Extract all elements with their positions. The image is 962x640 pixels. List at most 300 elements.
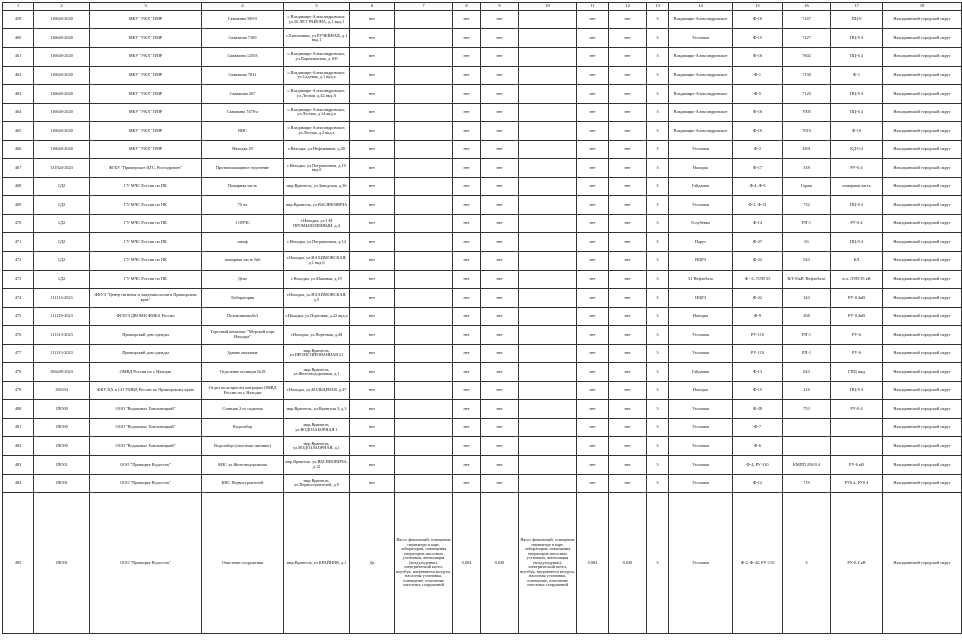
table-cell: нет (350, 418, 395, 437)
table-cell: 116640-2020 (34, 66, 90, 85)
table-cell: нет (577, 363, 609, 382)
table-cell: нет (577, 418, 609, 437)
table-cell (395, 233, 453, 252)
table-cell: 1ПО01 (34, 474, 90, 493)
table-cell (519, 474, 577, 493)
table-cell: Угольная (669, 455, 733, 474)
table-cell: нет (609, 307, 647, 326)
table-cell: нет (453, 103, 481, 122)
table-cell: 473 (3, 270, 34, 289)
table-cell: 111313-2023 (34, 344, 90, 363)
table-cell: г.Находка, ул.НАХИМОВСКАЯ, д.1 вкд.6 (284, 251, 350, 270)
table-cell: Ф-2, Ф-42, РУ-110 (733, 493, 783, 634)
table-cell (519, 270, 577, 289)
table-cell: нет (453, 47, 481, 66)
column-header: 13 (647, 3, 669, 11)
table-cell: 116640-2020 (34, 122, 90, 141)
table-cell: пожарная часть (831, 177, 883, 196)
table-cell: 1ПО00 (34, 418, 90, 437)
table-cell (395, 400, 453, 419)
table-cell: нет (481, 233, 519, 252)
table-cell: 3 (647, 493, 669, 634)
table-cell: РУ-0.4 кВ (831, 493, 883, 634)
table-cell: 7247 (783, 10, 831, 29)
table-cell: Насос фекальный, освещение периметра и карт, лаборатория, помещения операторов насосных установок, вентиляция (воздуходувки), электрический котел, ноутбук, нагреватели воздуха, насосная установка, освещение, отопление очистных сооружений (395, 493, 453, 634)
table-cell: нет (350, 177, 395, 196)
table-cell: 1Д2 (34, 233, 90, 252)
table-row (3, 29, 962, 48)
table-row (3, 474, 962, 493)
table-row (3, 437, 962, 456)
table-cell: Насос фекальный, освещение периметра и карт, лаборатория, помещения операторов насосных установок, вентиляция (воздуходувки), электрический котел, ноутбук, нагреватели воздуха, насосная установка, освещение, отопление очистных сооружений (519, 493, 577, 634)
table-cell: г.Находка, ул.НАХИМОВСКАЯ, д.5 (284, 289, 350, 308)
table-cell: нет (350, 66, 395, 85)
table-cell: нет (350, 474, 395, 493)
table-cell: ООО "Водоканал Хмельницкий" (90, 437, 202, 456)
table-cell: Ф-2, Ф-31 (733, 196, 783, 215)
table-cell: 3 (647, 270, 669, 289)
table-cell: нет (577, 122, 609, 141)
table-cell: нет (481, 66, 519, 85)
table-cell: ГУ МЧС России по ПК (90, 214, 202, 233)
table-cell: 1Д2 (34, 177, 90, 196)
table-cell: г.Находка, ул.КОЛЬЦЕВАЯ, д.47 (284, 381, 350, 400)
table-cell: Ф-22 (733, 289, 783, 308)
table-cell: 461 (3, 47, 34, 66)
table-cell (519, 10, 577, 29)
table-cell: пожарная часть №6 (202, 251, 284, 270)
table-cell: Находка (669, 381, 733, 400)
table-cell (831, 437, 883, 456)
table-cell: 472 (3, 251, 34, 270)
table-row (3, 47, 962, 66)
table-cell: нет (350, 437, 395, 456)
table-cell: нет (481, 400, 519, 419)
table-cell: нет (350, 85, 395, 104)
table-cell: нет (609, 177, 647, 196)
column-header: 6 (350, 3, 395, 11)
table-cell: нет (577, 66, 609, 85)
table-cell: с.Владимиро-Александровское, ул.50 ЛЕТ РАЙОНА, д.1 вкд.1 (284, 10, 350, 29)
table-cell: нет (350, 251, 395, 270)
table-cell: нет (577, 29, 609, 48)
table-cell (395, 140, 453, 159)
table-cell: нет (609, 437, 647, 456)
table-cell: Находкинский городской округ (883, 122, 962, 141)
table-cell: нет (577, 437, 609, 456)
table-cell: нет (609, 47, 647, 66)
table-cell: мкр.Врангель, ул.ПРОЕКТИРОВАННАЯ 21 (284, 344, 350, 363)
table-cell: 116640-2020 (34, 47, 90, 66)
table-cell: РП-1 (783, 214, 831, 233)
table-cell: Находка (669, 307, 733, 326)
table-cell (519, 233, 577, 252)
table-cell: ГУ МЧС России по ПК (90, 251, 202, 270)
table-cell: нет (609, 140, 647, 159)
table-cell: мкр.Врангель, ул.Врангеля 3, д.3 (284, 400, 350, 419)
table-cell: 470 (3, 214, 34, 233)
table-cell: МКУ "УКХ" ПМР (90, 66, 202, 85)
table-cell: 471 (3, 233, 34, 252)
table-cell: нет (350, 47, 395, 66)
table-cell: нет (609, 474, 647, 493)
table-row (3, 66, 962, 85)
table-cell: Угольная (669, 140, 733, 159)
table-cell: 7602 (783, 47, 831, 66)
table-cell: нет (609, 381, 647, 400)
table-cell (519, 159, 577, 178)
table-cell: 482 (3, 437, 34, 456)
table-cell: Ф-28 (733, 400, 783, 419)
table-cell: Да (350, 493, 395, 634)
column-header: 3 (90, 3, 202, 11)
table-cell: нет (453, 344, 481, 363)
table-cell: нет (350, 122, 395, 141)
table-cell: нет (350, 270, 395, 289)
table-cell: нет (350, 363, 395, 382)
data-table (2, 2, 962, 634)
table-cell: 1 ОПЧС (202, 214, 284, 233)
table-cell: 116640-2020 (34, 103, 90, 122)
table-cell (395, 381, 453, 400)
table-cell: 111129-2023 (34, 307, 90, 326)
table-cell: РУ-0.4кВ (831, 289, 883, 308)
table-cell: 467 (3, 159, 34, 178)
table-cell: Владимиро-Александровское (669, 85, 733, 104)
table-cell: с.Владимиро-Александровское, ул.Лесная, д.42 вкд.А (284, 85, 350, 104)
table-cell: РУ-0.4кВ (831, 307, 883, 326)
table-cell: 3 (647, 214, 669, 233)
table-cell: ГУ МЧС России по ПК (90, 270, 202, 289)
table-cell (395, 455, 453, 474)
table-cell: Пожарная часть (202, 177, 284, 196)
table-cell: ООО "Приморье Водосток" (90, 455, 202, 474)
table-cell: 343 (783, 289, 831, 308)
table-cell: нет (453, 29, 481, 48)
table-cell: 475 (3, 307, 34, 326)
table-cell (519, 307, 577, 326)
table-cell: нет (577, 177, 609, 196)
table-cell: РУ-6 (831, 326, 883, 345)
table-cell: Голубевка (669, 214, 733, 233)
table-row (3, 418, 962, 437)
table-cell: нет (453, 307, 481, 326)
table-cell: нет (577, 103, 609, 122)
table-cell: нет (453, 455, 481, 474)
table-cell: 116640-2020 (34, 29, 90, 48)
table-cell: Находкинский городской округ (883, 251, 962, 270)
table-cell: Находкинский городской округ (883, 214, 962, 233)
table-cell: нет (609, 344, 647, 363)
table-cell: 131024-2023 (34, 159, 90, 178)
table-cell: 116640-2020 (34, 10, 90, 29)
table-cell: 268 (783, 307, 831, 326)
table-cell: нет (577, 270, 609, 289)
table-cell: нет (481, 140, 519, 159)
table-cell: Находкинский городской округ (883, 233, 962, 252)
table-cell: с.Владимиро-Александровское, ул.Лесная, д.2 вкд.а (284, 122, 350, 141)
table-cell: ПЦ-0.4 (831, 103, 883, 122)
table-cell: Скважина 7478-а (202, 103, 284, 122)
column-header: 7 (395, 3, 453, 11)
table-cell: мкр.Врангель, ул.Заводская, д.36 (284, 177, 350, 196)
table-cell: 3 (647, 455, 669, 474)
table-cell: Находкинский городской округ (883, 47, 962, 66)
table-cell: нет (481, 103, 519, 122)
table-cell: ПЦ-0.4 (831, 196, 883, 215)
table-row (3, 344, 962, 363)
table-cell (783, 437, 831, 456)
table-cell: Здание магазина (202, 344, 284, 363)
table-cell: нет (577, 326, 609, 345)
table-cell: ПЦ-0.4 (831, 85, 883, 104)
table-cell: Находкинский городской округ (883, 140, 962, 159)
table-cell: Владимиро-Александровское (669, 122, 733, 141)
table-cell: ПЦ-0.4 (831, 29, 883, 48)
table-cell: Ф-27 (733, 233, 783, 252)
table-cell: Владимиро-Александровское (669, 66, 733, 85)
column-header: 5 (284, 3, 350, 11)
table-cell: Ф-2 (733, 140, 783, 159)
table-cell: 483 (3, 455, 34, 474)
table-cell (783, 418, 831, 437)
table-cell: Поликлиника№3 (202, 307, 284, 326)
table-cell: нет (481, 381, 519, 400)
table-cell: 480 (3, 400, 34, 419)
table-cell (519, 400, 577, 419)
table-cell: 481 (3, 418, 34, 437)
table-cell: КМПП 250/0.4 (783, 455, 831, 474)
table-cell (519, 326, 577, 345)
table-cell: нет (481, 307, 519, 326)
column-header: 10 (519, 3, 577, 11)
table-cell: 111114-2023 (34, 289, 90, 308)
table-cell: Приморский дом одежды (90, 326, 202, 345)
column-header: 11 (577, 3, 609, 11)
table-cell: Угольная (669, 196, 733, 215)
table-cell: Ф-13 (733, 363, 783, 382)
table-cell: Находкинский городской округ (883, 363, 962, 382)
table-cell (519, 85, 577, 104)
table-cell: нет (577, 196, 609, 215)
table-cell: нет (577, 159, 609, 178)
table-cell (519, 363, 577, 382)
table-cell: 7138 (783, 66, 831, 85)
table-row (3, 85, 962, 104)
table-cell: МКУ "УКХ" ПМР (90, 122, 202, 141)
table-cell (395, 437, 453, 456)
table-cell: Находкинский городской округ (883, 474, 962, 493)
table-cell: Угольная (669, 326, 733, 345)
table-cell: 0,084 (453, 493, 481, 634)
table-cell: г.Находка, ул.Пограничная, д.14 (284, 233, 350, 252)
table-cell: нет (350, 214, 395, 233)
table-cell (519, 66, 577, 85)
table-cell: нет (481, 455, 519, 474)
table-cell (395, 177, 453, 196)
table-cell: нет (350, 307, 395, 326)
table-cell: Ф-15 (733, 381, 783, 400)
table-cell: Находкинский городской округ (883, 307, 962, 326)
table-cell: 732 (783, 196, 831, 215)
table-cell (395, 418, 453, 437)
table-cell: МКУ "УКХ" ПМР (90, 140, 202, 159)
table-cell: нет (350, 455, 395, 474)
table-cell: КНС Первостроителей (202, 474, 284, 493)
table-cell: нет (453, 10, 481, 29)
table-cell (519, 214, 577, 233)
table-cell: г.Находка, ул.Портовая, д.22 вкд.а (284, 307, 350, 326)
table-cell: нет (577, 289, 609, 308)
table-cell: Скважина 580-б (202, 10, 284, 29)
table-cell: 3 (647, 29, 669, 48)
table-cell: нет (453, 474, 481, 493)
table-cell: Гайдамак (669, 177, 733, 196)
table-cell: нет (481, 363, 519, 382)
table-cell: ООО "Приморье Водосток" (90, 493, 202, 634)
table-cell (519, 251, 577, 270)
table-cell: 484 (3, 474, 34, 493)
table-cell: нет (350, 196, 395, 215)
table-cell: Гараж (783, 177, 831, 196)
table-cell: Владимиро-Александровское (669, 47, 733, 66)
table-cell: нет (609, 214, 647, 233)
table-cell: Владимиро-Александровское (669, 103, 733, 122)
table-cell: Станция 2-го подъема (202, 400, 284, 419)
table-cell: нет (609, 233, 647, 252)
table-cell: Ф-12 (733, 474, 783, 493)
table-cell: 463 (3, 85, 34, 104)
table-cell: 3 (647, 251, 669, 270)
table-cell: Угольная (669, 344, 733, 363)
table-cell: нет (609, 66, 647, 85)
table-cell: РУ-0.4 (831, 400, 883, 419)
table-cell: ПЦ-6 (831, 10, 883, 29)
column-header: 16 (783, 3, 831, 11)
table-cell: мкр.Врангель, ул.КРАЙНЯЯ, д.1 (284, 493, 350, 634)
table-cell: Угольная (669, 474, 733, 493)
table-cell: РП-1 (783, 326, 831, 345)
table-cell: Противопожарное отделение (202, 159, 284, 178)
table-cell: мкр.Врангель, ул.Первостроителей, д.9 (284, 474, 350, 493)
table-cell: нет (453, 122, 481, 141)
table-cell: 469 (3, 196, 34, 215)
table-cell: 7227 (783, 29, 831, 48)
table-cell: 459 (3, 10, 34, 29)
table-cell: Находкинский городской округ (883, 159, 962, 178)
table-cell: нет (481, 251, 519, 270)
table-cell: нет (453, 214, 481, 233)
table-cell: нет (481, 177, 519, 196)
table-cell: Скважина 7631 (202, 66, 284, 85)
table-cell: 3 (647, 289, 669, 308)
table-cell (519, 122, 577, 141)
table-cell: 3 (647, 437, 669, 456)
table-row (3, 140, 962, 159)
table-cell: 1Д2 (34, 196, 90, 215)
table-cell: нет (609, 363, 647, 382)
column-header: 9 (481, 3, 519, 11)
table-cell: НЦРЗ (669, 251, 733, 270)
table-cell: нет (609, 10, 647, 29)
table-cell: РУ-110 (733, 344, 783, 363)
table-cell: нет (577, 400, 609, 419)
table-cell: нет (350, 159, 395, 178)
table-row (3, 455, 962, 474)
table-cell: 3 (647, 344, 669, 363)
table-row (3, 177, 962, 196)
table-cell: нет (609, 29, 647, 48)
table-row (3, 326, 962, 345)
table-row (3, 363, 962, 382)
table-cell: нет (350, 10, 395, 29)
table-cell (395, 47, 453, 66)
table-cell: нет (609, 400, 647, 419)
table-cell: 111313-2023 (34, 326, 90, 345)
table-cell: с.Владимиро-Александровское, ул.Партизанская, д.100 (284, 47, 350, 66)
table-cell (519, 140, 577, 159)
table-cell: Находкинский городской округ (883, 344, 962, 363)
table-cell (831, 418, 883, 437)
table-cell: 3 (647, 122, 669, 141)
table-cell: Скважина 7169 (202, 29, 284, 48)
table-cell: РУ-6 (831, 344, 883, 363)
table-cell: нет (350, 233, 395, 252)
table-cell: Находкинский городской округ (883, 66, 962, 85)
table-cell: 106449-2023 (34, 363, 90, 382)
table-cell: МКУ "УКХ" ПМР (90, 103, 202, 122)
table-cell: г.Находка, ул.Пограничная, д.19 вкд.б (284, 159, 350, 178)
table-cell: Угольная (669, 418, 733, 437)
table-cell: ООО "Водоканал Хмельницкий" (90, 400, 202, 419)
table-cell (395, 307, 453, 326)
table-cell: 466 (3, 140, 34, 159)
table-cell: 460 (3, 29, 34, 48)
table-cell: нет (453, 381, 481, 400)
table-cell: Ф-9 (733, 307, 783, 326)
table-row (3, 159, 962, 178)
table-cell: нет (609, 289, 647, 308)
table-cell: нет (609, 455, 647, 474)
column-header: 8 (453, 3, 481, 11)
table-cell: 106334 (34, 381, 90, 400)
table-cell: Находкинский городской округ (883, 196, 962, 215)
table-cell: 116640-2020 (34, 85, 90, 104)
table-cell: нет (453, 270, 481, 289)
table-cell: 3 (647, 307, 669, 326)
table-cell: Ф-14 (733, 214, 783, 233)
table-cell: Отдел по вопросам миграции ОМВД России по г. Находке (202, 381, 284, 400)
table-cell: мкр.Врангель, ул.Железнодорожная, д.1 (284, 363, 350, 382)
table-cell: ОМВД России по г. Находке (90, 363, 202, 382)
column-header: 1 (3, 3, 34, 11)
table-cell: нет (609, 326, 647, 345)
table-cell: шкаф (202, 233, 284, 252)
table-cell: нет (609, 159, 647, 178)
table-cell: РУ0.4, РУ0.4 (831, 474, 883, 493)
table-cell: нет (481, 418, 519, 437)
column-header: 4 (202, 3, 284, 11)
table-cell: Владимиро-Александровское (669, 10, 733, 29)
table-cell: мкр.Врангель, ул.ВОДОЗАБОРНАЯ 1 (284, 418, 350, 437)
table-cell: нет (481, 474, 519, 493)
table-cell: нет (453, 140, 481, 159)
table-cell: 1ПО01 (34, 455, 90, 474)
table-cell: Ф-5 (733, 85, 783, 104)
table-cell (395, 29, 453, 48)
table-cell: нет (609, 196, 647, 215)
table-cell: Находкинский городской округ (883, 85, 962, 104)
